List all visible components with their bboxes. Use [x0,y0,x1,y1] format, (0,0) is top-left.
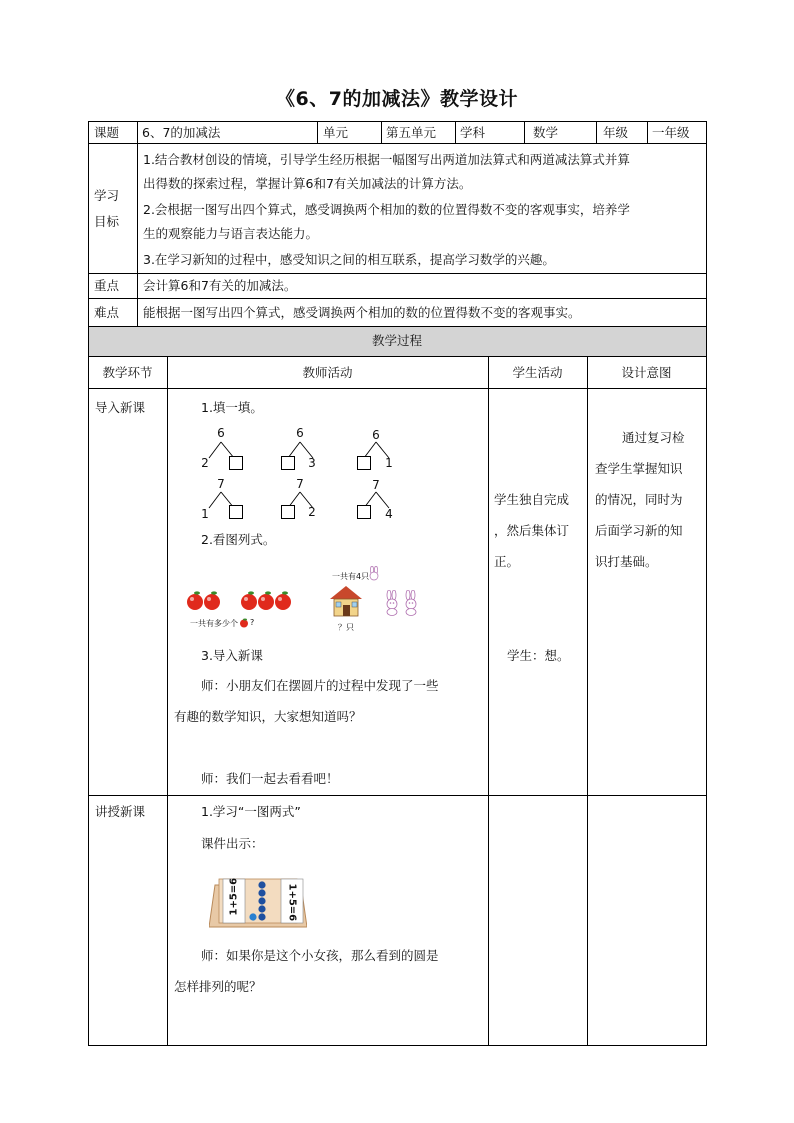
section1-student-line3: 正。 [494,554,520,569]
table-border [587,356,588,1046]
rabbit-icon [367,566,381,582]
subject-label: 学科 [460,125,486,140]
tree-left: 2 [201,456,209,470]
answer-box[interactable] [281,456,295,470]
column-teacher: 教师活动 [302,365,353,380]
section1-student-line4: 学生：想。 [507,648,570,663]
goal-1-line2: 出得数的探索过程，掌握计算6和7有关加减法的计算方法。 [143,176,472,191]
table-border [381,121,382,143]
tree-top: 6 [217,426,225,440]
apple-caption-question-mark: ? [250,618,255,627]
section1-intent-line1: 通过复习检 [622,430,685,445]
tree-right: 2 [308,505,316,519]
tree-top: 7 [296,477,304,491]
section1-intent-line3: 的情况，同时为 [595,492,683,507]
table-border [317,121,318,143]
difficulty-text: 能根据一图写出四个算式，感受调换两个相加的数的位置得数不变的客观事实。 [143,305,581,320]
tree-right: 1 [385,456,393,470]
grade-value: 一年级 [652,125,690,140]
table-border [88,121,89,1046]
section2-courseware: 课件出示： [201,836,264,851]
difficulty-label: 难点 [94,305,120,320]
section1-teacher-line2: 有趣的数学知识，大家想知道吗？ [174,709,362,724]
section1-teacher-line3: 师：我们一起去看看吧！ [201,771,339,786]
courseware-illustration [209,877,307,932]
column-stage: 教学环节 [102,365,153,380]
grade-label: 年级 [603,125,629,140]
unit-label: 单元 [323,125,349,140]
section1-intent-line5: 识打基础。 [595,554,658,569]
table-border [488,356,489,1046]
section1-student-line2: ，然后集体订 [494,523,570,538]
table-border [596,121,597,143]
tree-top: 7 [372,478,380,492]
section1-teacher-line1: 师：小朋友们在摆圆片的过程中发现了一些 [201,678,439,693]
house-illustration [328,584,364,618]
table-border [524,121,525,143]
tree-left: 1 [201,507,209,521]
apple-icon [239,618,249,628]
section2-teacher-line2: 怎样排列的呢？ [174,979,262,994]
answer-box[interactable] [357,505,371,519]
process-header: 教学过程 [371,333,422,348]
section1-stage: 导入新课 [95,400,146,415]
table-border [88,326,707,327]
board-left-equation: 1+5=6 [228,877,240,916]
tree-right: 3 [308,456,316,470]
key-point-label: 重点 [94,278,120,293]
apple-caption: 一共有多少个 [190,619,238,628]
goal-3: 3.在学习新知的过程中，感受知识之间的相互联系，提高学习数学的兴趣。 [143,252,555,267]
section1-intent-line4: 后面学习新的知 [595,523,683,538]
table-border [647,121,648,143]
key-point-text: 会计算6和7有关的加减法。 [143,278,297,293]
goal-2-line1: 2.会根据一图写出四个算式，感受调换两个相加的数的位置得数不变的客观事实，培养学 [143,202,630,217]
tree-top: 6 [372,428,380,442]
goal-2-line2: 生的观察能力与语言表达能力。 [143,226,319,241]
section1-student-line1: 学生独自完成 [494,492,570,507]
tree-right: 4 [385,507,393,521]
rabbit-question: ？只 [338,623,354,632]
table-border [167,356,168,1046]
table-border [88,356,707,357]
board-right-equation: 1+5=6 [286,883,298,922]
section1-step1: 1.填一填。 [201,400,263,415]
unit-value: 第五单元 [386,125,437,140]
table-border [137,143,138,326]
table-border [88,388,707,389]
table-border [137,121,138,143]
table-border [706,121,707,1046]
column-intent: 设计意图 [621,365,672,380]
goal-1-line1: 1.结合教材创设的情境，引导学生经历根据一幅图写出两道加法算式和两道减法算式并算 [143,152,630,167]
document-title: 《6、7的加减法》教学设计 [276,88,518,110]
rabbits-illustration [383,590,421,616]
subject-value: 数学 [533,125,559,140]
table-border [88,795,707,796]
answer-box[interactable] [281,505,295,519]
topic-value: 6、7的加减法 [142,125,221,140]
section1-step3: 3.导入新课 [201,648,263,663]
table-border [88,1045,707,1046]
section2-stage: 讲授新课 [95,804,146,819]
goals-label-line2: 目标 [94,214,120,229]
goals-label-line1: 学习 [94,188,120,203]
rabbit-caption: 一共有4只 [332,572,370,581]
answer-box[interactable] [357,456,371,470]
tree-top: 7 [217,477,225,491]
section2-step1: 1.学习“一图两式” [201,804,301,819]
apples-illustration [185,588,305,616]
section1-step2: 2.看图列式。 [201,532,276,547]
section1-intent-line2: 查学生掌握知识 [595,461,683,476]
answer-box[interactable] [229,505,243,519]
table-border [88,298,707,299]
table-border [455,121,456,143]
answer-box[interactable] [229,456,243,470]
column-student: 学生活动 [512,365,563,380]
topic-label: 课题 [94,125,120,140]
tree-top: 6 [296,426,304,440]
section2-teacher-line1: 师：如果你是这个小女孩，那么看到的圆是 [201,948,439,963]
